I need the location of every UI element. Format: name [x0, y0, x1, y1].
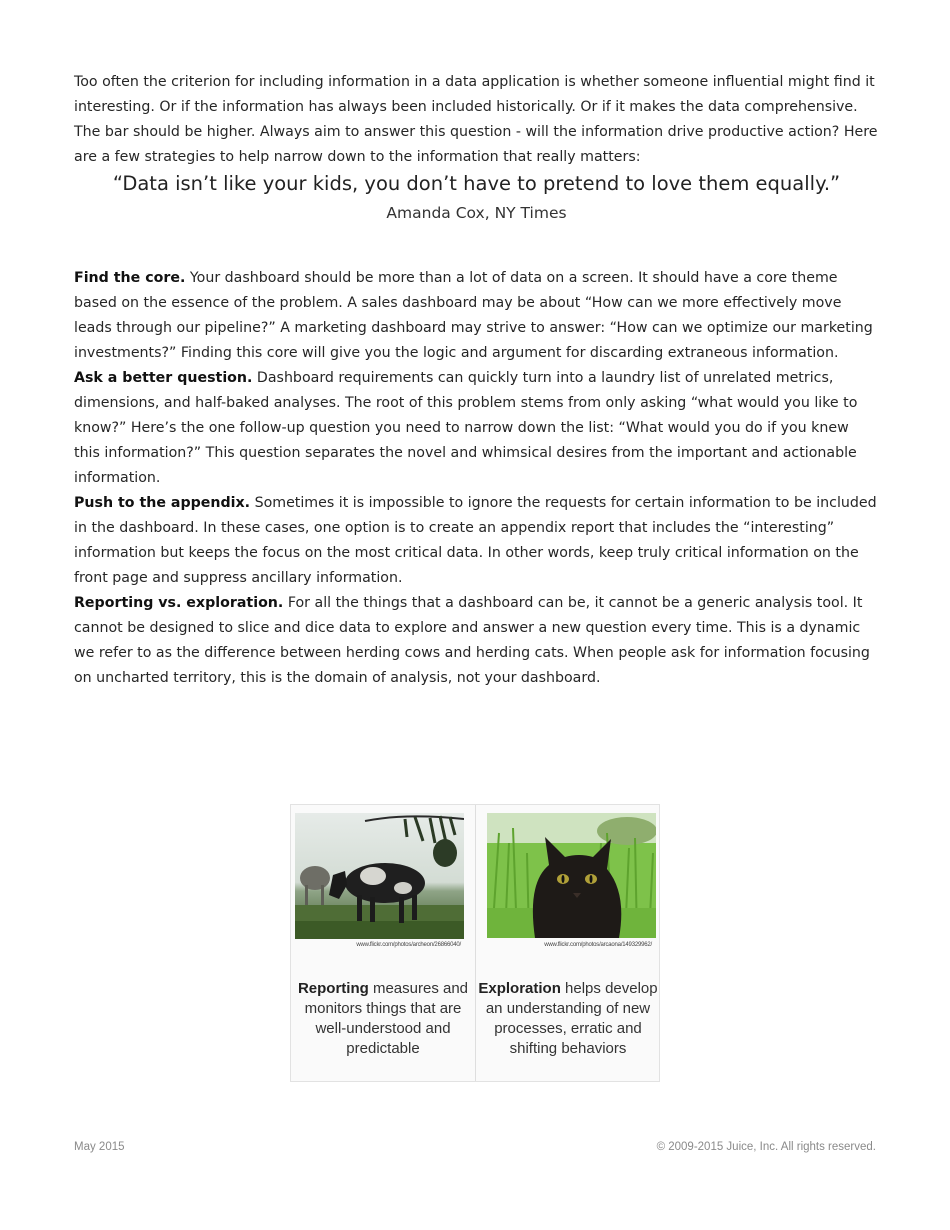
- caption-text: helps develop an understanding of new processes, erratic and shifting behaviors: [485, 980, 658, 1057]
- exploration-caption: [476, 979, 660, 1059]
- quote-text: “Data isn’t like your kids, you don’t have to pretend to love them equally.”: [112, 172, 841, 195]
- section-text: For all the things that a dashboard can be, it cannot be a generic analysis tool. It cannot be designed to slice and dice data to explore and answer a new question every time. This is a dynamic we refer to as the difference between herding cows and herding cats. When people ask for information focusing on uncharted territory, this is the domain of analysis, not your dashboard.: [74, 595, 870, 686]
- section-text: Dashboard requirements can quickly turn into a laundry list of unrelated metrics, dimensions, and half-baked analyses. The root of this problem stems from only asking “what would you like to know?” Here’s the one follow-up question you need to narrow down the list: “What would you do if you knew this information?” This question separates the novel and whimsical desires from the important and actionable information.: [74, 370, 858, 486]
- section-heading: Find the core.: [74, 270, 186, 286]
- caption-bold: Reporting: [297, 980, 369, 997]
- intro-paragraph: Too often the criterion for including information in a data application is whether someone influential might find it interesting. Or if the information has always been included historically. Or if it makes the data comprehensive. The bar should be higher. Always aim to answer this question - will the information drive productive action? Here are a few strategies to help narrow down to the information that really matters:: [74, 74, 878, 165]
- section-heading: Reporting vs. exploration.: [74, 595, 284, 611]
- section-text: Your dashboard should be more than a lot of data on a screen. It should have a core theme based on the essence of the problem. A sales dashboard may be about “How can we more effectively move leads through our pipeline?” A marketing dashboard may strive to answer: “How can we optimize our marketing investments?” Finding this core will give you the logic and argument for discarding extraneous information.: [74, 270, 873, 361]
- cow-photo: [295, 813, 464, 939]
- section-better-question: [74, 366, 879, 491]
- exploration-panel: [476, 805, 660, 1081]
- section-reporting-exploration: [74, 591, 879, 691]
- section-heading: Push to the appendix.: [74, 495, 251, 511]
- caption-text: measures and monitors things that are well-understood and predictable: [304, 980, 469, 1057]
- pull-quote: [74, 170, 879, 228]
- footer-copyright: © 2009-2015 Juice, Inc. All rights reserved.: [656, 1141, 876, 1153]
- section-find-core: [74, 266, 879, 366]
- photo-credit: www.flickr.com/photos/arcaona/149329962/: [544, 942, 652, 948]
- quote-attribution: Amanda Cox, NY Times: [386, 204, 567, 222]
- photo-credit: www.flickr.com/photos/archeon/26866040/: [356, 942, 461, 948]
- section-heading: Ask a better question.: [74, 370, 253, 386]
- cat-photo: [487, 813, 656, 938]
- footer-date: May 2015: [74, 1141, 125, 1153]
- reporting-panel: [291, 805, 475, 1081]
- section-appendix: [74, 491, 879, 591]
- section-text: Sometimes it is impossible to ignore the requests for certain information to be included in the dashboard. In these cases, one option is to create an appendix report that includes the “interesting” information but keeps the focus on the most critical data. In other words, keep truly critical information on the front page and suppress ancillary information.: [74, 495, 877, 586]
- article-body: [74, 70, 879, 691]
- reporting-caption: [291, 979, 475, 1059]
- cows-vs-cats-figure: [290, 804, 660, 1082]
- caption-bold: Exploration: [478, 980, 561, 997]
